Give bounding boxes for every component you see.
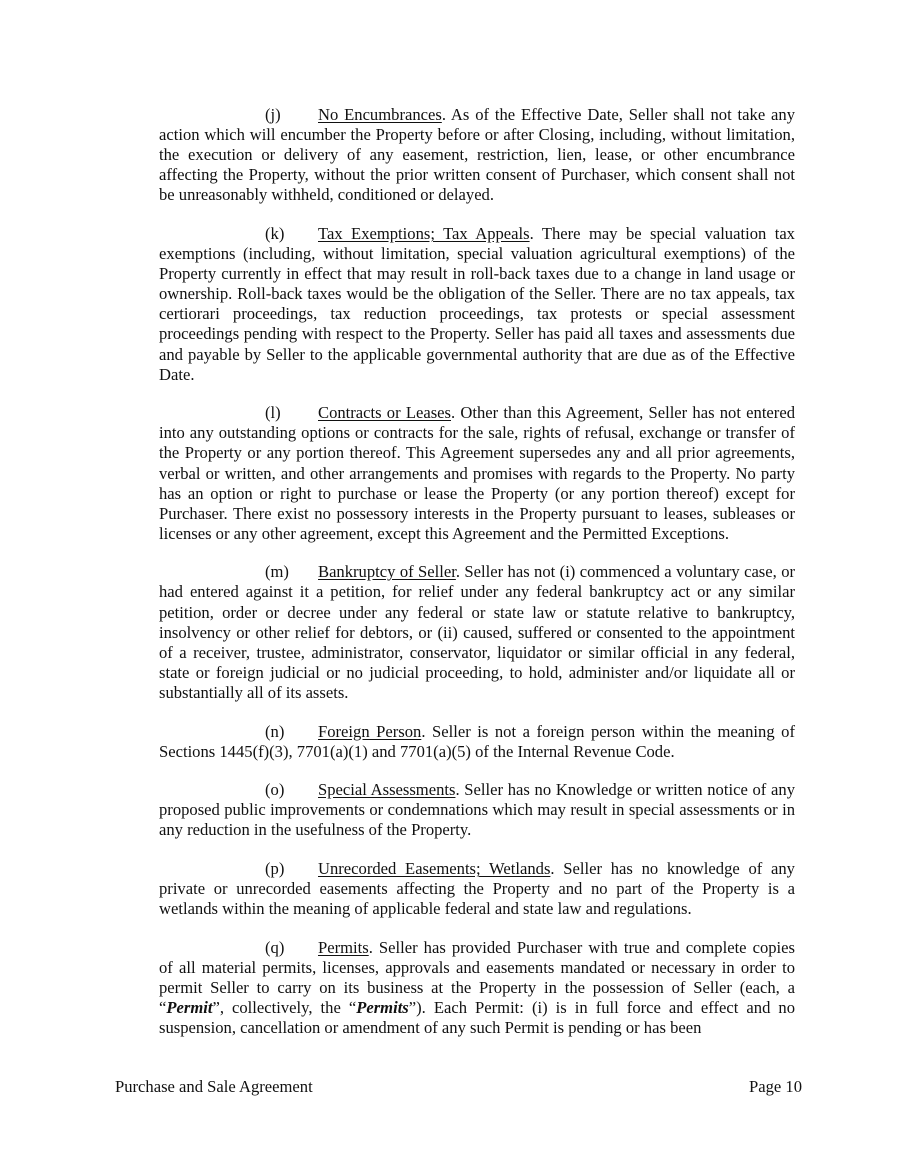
section-text: . Seller has no knowledge of any private or unrecorded easements affecting the Property and no part of the Property is a wetlands within the meaning of applicable federal and state law and regulations. [159, 859, 795, 919]
defined-term-permits: Permits [356, 998, 409, 1018]
section-text: . As of the Effective Date, Seller shall not take any action which will encumber the Property before or after Closing, including, without limitation, the execution or delivery of any easement, restriction, lien, lease, or other encumbrance affecting the Property, without the prior written consent of Purchaser, which consent shall not be unreasonably withheld, conditioned or delayed. [159, 105, 796, 205]
section-heading: Tax Exemptions; Tax Appeals [318, 223, 530, 243]
section-letter: (q) [265, 937, 285, 957]
section-heading: Permits [318, 937, 369, 957]
section-letter: (k) [265, 223, 285, 243]
section-paragraph [159, 562, 795, 703]
section-text: . Seller has provided Purchaser with true and complete copies of all material permits, licenses, approvals and easements mandated or necessary in order to permit Seller to carry on its business at the Property in the possession of Seller (each, a “ [159, 937, 795, 1018]
section-letter: (l) [265, 403, 281, 423]
footer-page-number: Page 10 [749, 1077, 802, 1096]
section-heading: Contracts or Leases [318, 403, 451, 423]
page-footer [115, 1077, 802, 1097]
section-heading: Unrecorded Easements; Wetlands [318, 859, 551, 878]
section-paragraph [159, 105, 795, 205]
section-letter: (o) [265, 780, 285, 800]
section-text: . Seller has not (i) commenced a voluntary case, or had entered against it a petition, for relief under any federal bankruptcy act or any similar petition, order or decree under any federal or state law or statute relative to bankruptcy, insolvency or other relief for debtors, or (ii) caused, suffered or consented to the appointment of a receiver, trustee, administrator, conservator, liquidator or similar official in any federal, state or foreign judicial or no judicial proceeding, to hold, administer and/or liquidate all or substantially all of its assets. [159, 562, 796, 702]
section-letter: (m) [265, 562, 289, 582]
section-paragraph [159, 403, 795, 544]
footer-document-title: Purchase and Sale Agreement [115, 1077, 313, 1096]
document-body [159, 105, 795, 1038]
defined-term-permit: Permit [166, 998, 213, 1018]
section-heading: Foreign Person [318, 721, 422, 741]
section-letter: (n) [265, 721, 285, 741]
section-text: . Other than this Agreement, Seller has not entered into any outstanding options or contracts for the sale, rights of refusal, exchange or transfer of the Property or any portion thereof. This Agreement supersedes any and all prior agreements, verbal or written, and other arrangements and promises with regards to the Property. No party has an option or right to purchase or lease the Property (or any portion thereof) except for Purchaser. There exist no possessory interests in the Property pursuant to leases, subleases or licenses or any other agreement, except this Agreement and the Permitted Exceptions. [159, 403, 795, 543]
section-letter: (p) [265, 859, 285, 878]
section-paragraph [159, 722, 795, 762]
section-paragraph-permits [159, 938, 795, 1038]
section-text: ”, collectively, the “ [212, 998, 357, 1018]
section-heading: Bankruptcy of Seller [318, 562, 456, 582]
section-text: . There may be special valuation tax exemptions (including, without limitation, special valuation agricultural exemptions) of the Property currently in effect that may result in roll-back taxes due to a change in land usage or ownership. Roll-back taxes would be the obligation of the Seller. There are no tax appeals, tax certiorari proceedings, tax reduction proceedings, tax protests or special assessment proceedings pending with respect to the Property. Seller has paid all taxes and assessments due and payable by Seller to the applicable governmental authority that are due as of the Effective Date. [159, 223, 795, 384]
section-heading: No Encumbrances [318, 105, 442, 124]
section-letter: (j) [265, 105, 281, 124]
section-text: . Seller is not a foreign person within the meaning of Sections 1445(f)(3), 7701(a)(1) and 7701(a)(5) of the Internal Revenue Code. [159, 721, 795, 761]
section-heading: Special Assessments [318, 780, 456, 800]
section-paragraph [159, 859, 795, 919]
section-paragraph [159, 224, 795, 385]
section-text: . Seller has no Knowledge or written notice of any proposed public improvements or condemnations which may result in special assessments or in any reduction in the usefulness of the Property. [159, 780, 795, 840]
section-text: ”). Each Permit: (i) is in full force and effect and no suspension, cancellation or amendment of any such Permit is pending or has been [159, 998, 795, 1038]
section-paragraph [159, 780, 795, 840]
